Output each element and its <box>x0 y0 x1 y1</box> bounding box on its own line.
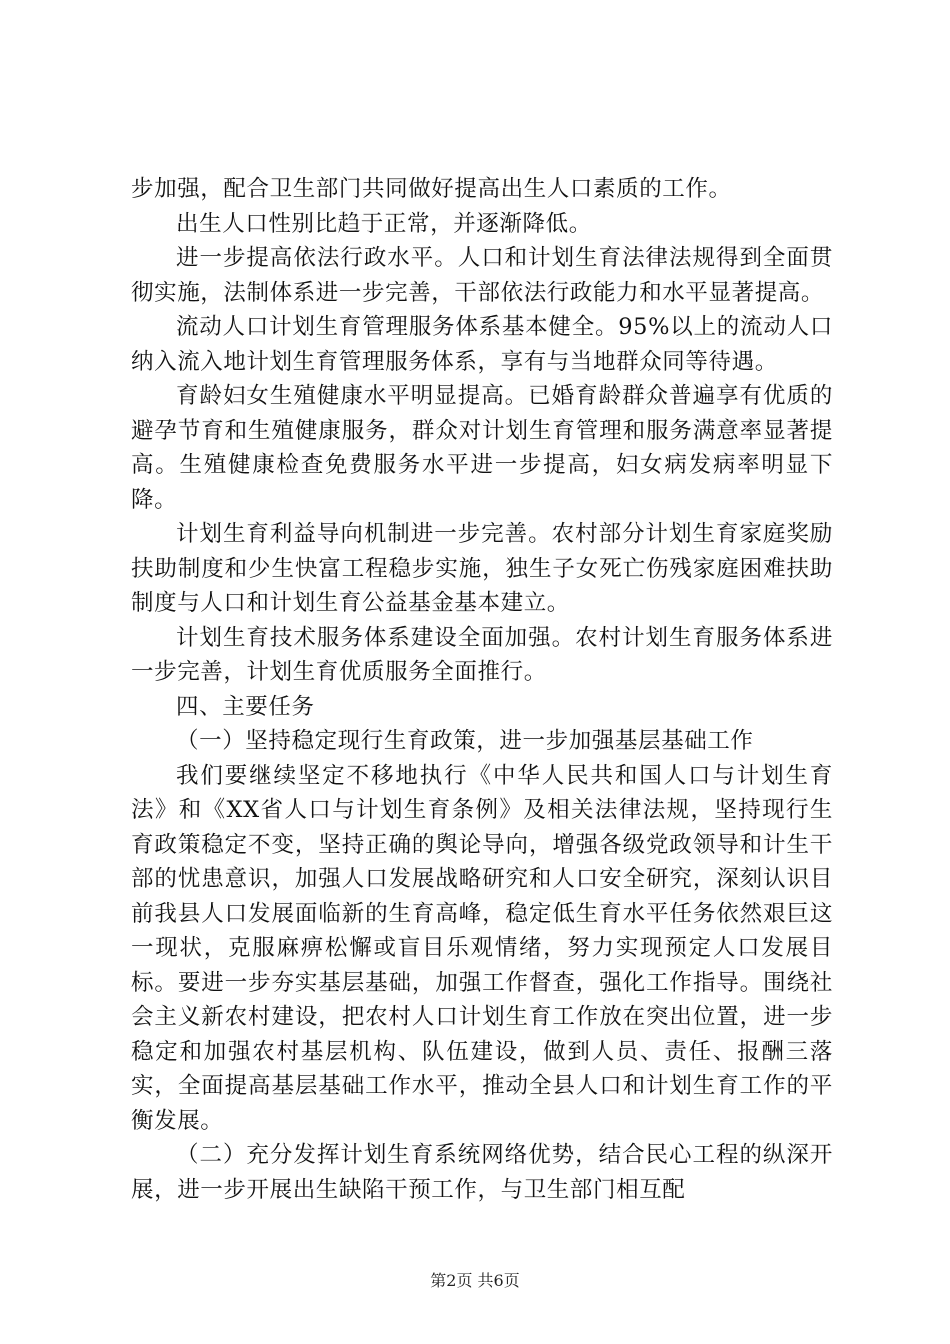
paragraph-5: 育龄妇女生殖健康水平明显提高。已婚育龄群众普遍享有优质的避孕节育和生殖健康服务，群众对计划生育管理和服务满意率显著提高。生殖健康检查免费服务水平进一步提高，妇女病发病率明显下降。 <box>131 383 833 513</box>
paragraph-6: 计划生育利益导向机制进一步完善。农村部分计划生育家庭奖励扶助制度和少生快富工程稳步实施，独生子女死亡伤残家庭困难扶助制度与人口和计划生育公益基金基本建立。 <box>131 521 833 616</box>
paragraph-2: 出生人口性别比趋于正常，并逐渐降低。 <box>176 210 592 237</box>
paragraph-8: 我们要继续坚定不移地执行《中华人民共和国人口与计划生育法》和《XX省人口与计划生育条例》及相关法律法规，坚持现行生育政策稳定不变，坚持正确的舆论导向，增强各级党政领导和计生干部的忧患意识，加强人口发展战略研究和人口安全研究，深刻认识目前我县人口发展面临新的生育高峰，稳定低生育水平任务依然艰巨这一现状，克服麻痹松懈或盲目乐观情绪，努力实现预定人口发展目标。要进一步夯实基层基础，加强工作督查，强化工作指导。围绕社会主义新农村建设，把农村人口计划生育工作放在突出位置，进一步稳定和加强农村基层机构、队伍建设，做到人员、责任、报酬三落实，全面提高基层基础工作水平，推动全县人口和计划生育工作的平衡发展。 <box>131 762 833 1134</box>
section-heading: 四、主要任务 <box>176 693 315 720</box>
paragraph-4: 流动人口计划生育管理服务体系基本健全。95%以上的流动人口纳入流入地计划生育管理服务体系，享有与当地群众同等待遇。 <box>131 314 833 375</box>
paragraph-7: 计划生育技术服务体系建设全面加强。农村计划生育服务体系进一步完善，计划生育优质服务全面推行。 <box>131 624 833 685</box>
subsection-heading-2: （二）充分发挥计划生育系统网络优势，结合民心工程的纵深开展，进一步开展出生缺陷干预工作，与卫生部门相互配 <box>131 1142 833 1203</box>
paragraph-1: 步加强，配合卫生部门共同做好提高出生人口素质的工作。 <box>131 176 732 202</box>
document-body <box>131 172 833 1207</box>
subsection-heading-1: （一）坚持稳定现行生育政策，进一步加强基层基础工作 <box>176 728 754 754</box>
page-footer: 第2页 共6页 <box>430 1271 520 1290</box>
paragraph-3: 进一步提高依法行政水平。人口和计划生育法律法规得到全面贯彻实施，法制体系进一步完善，干部依法行政能力和水平显著提高。 <box>131 245 833 306</box>
